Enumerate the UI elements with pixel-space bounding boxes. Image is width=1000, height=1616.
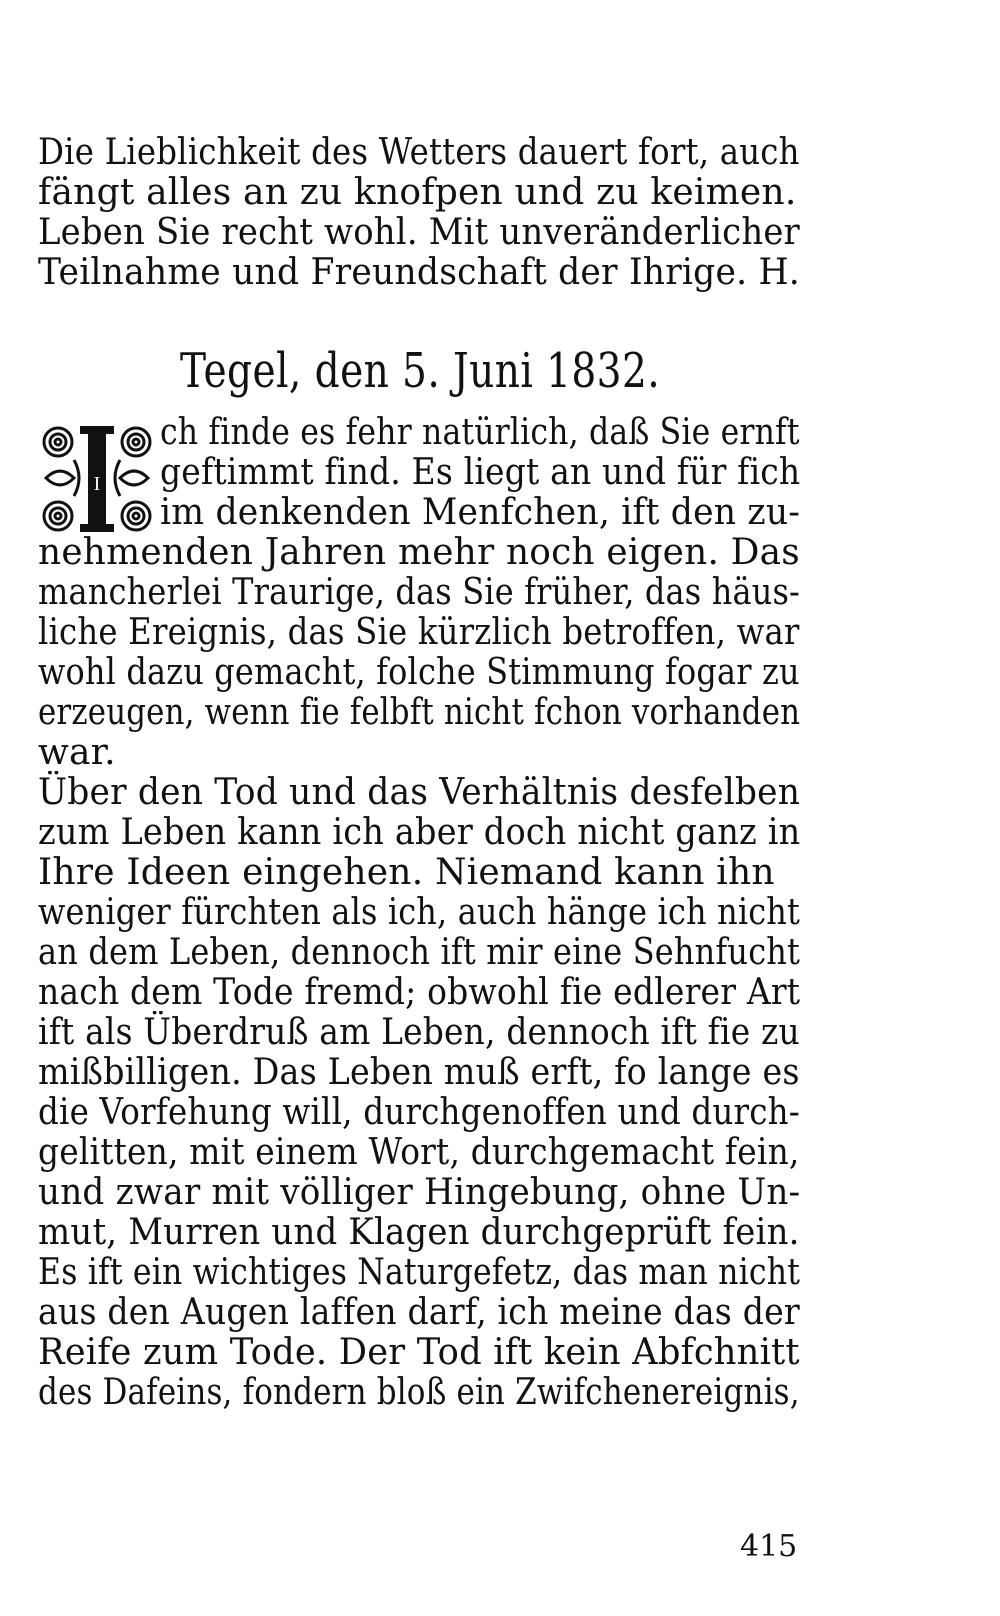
text-line: mut, Murren und Klagen durchgeprüft fein. (38, 1212, 800, 1253)
text-line: erzeugen, wenn fie felbft nicht fchon vorhanden (38, 692, 801, 733)
text-line: des Dafeins, fondern bloß ein Zwifchenereignis, (38, 1372, 800, 1413)
text-line: nach dem Tode fremd; obwohl fie edlerer Art (38, 972, 801, 1013)
text-line: liche Ereignis, das Sie kürzlich betroffen, war (38, 612, 800, 653)
text-line: und zwar mit völliger Hingebung, ohne Un- (38, 1172, 801, 1213)
text-line: ch finde es fehr natürlich, daß Sie ernft (160, 412, 800, 453)
ornament-icon (38, 420, 156, 538)
text-line: Teilnahme und Freundschaft der Ihrige. H. (38, 252, 800, 293)
text-line: ift als Überdruß am Leben, dennoch ift fie zu (38, 1012, 800, 1053)
page-number: 415 (740, 1529, 798, 1564)
text-line: mancherlei Traurige, das Sie früher, das häus- (38, 572, 801, 613)
text-line: war. (38, 732, 116, 773)
text-line: Es ift ein wichtiges Naturgefetz, das man nicht (38, 1252, 801, 1293)
text-line: Ihre Ideen eingehen. Niemand kann ihn (38, 852, 775, 893)
text-line: mißbilligen. Das Leben muß erft, fo lange es (38, 1052, 800, 1093)
text-line: die Vorfehung will, durchgenoffen und durch- (38, 1092, 800, 1133)
text-line: geftimmt find. Es liegt an und für fich (160, 452, 801, 493)
text-line: weniger fürchten als ich, auch hänge ich nicht (38, 892, 801, 933)
text-line: wohl dazu gemacht, folche Stimmung fogar zu (38, 652, 800, 693)
text-line: fängt alles an zu knofpen und zu keimen. (38, 172, 797, 213)
letter-heading: Tegel, den 5. Juni 1832. (180, 343, 661, 399)
text-line: Reife zum Tode. Der Tod ift kein Abfchnitt (38, 1332, 800, 1373)
text-line: Leben Sie recht wohl. Mit unveränderlicher (38, 212, 800, 253)
text-line: zum Leben kann ich aber doch nicht ganz in (38, 812, 801, 853)
drop-cap-initial (38, 420, 156, 538)
text-line: nehmenden Jahren mehr noch eigen. Das (38, 532, 800, 573)
text-line: an dem Leben, dennoch ift mir eine Sehnfucht (38, 932, 801, 973)
drop-cap-letter: I (93, 473, 101, 495)
text-line: Über den Tod und das Verhältnis desfelben (38, 772, 801, 813)
text-line: im denkenden Menfchen, ift den zu- (160, 492, 801, 533)
text-line: gelitten, mit einem Wort, durchgemacht fein, (38, 1132, 800, 1173)
text-line: Die Lieblichkeit des Wetters dauert fort, auch (38, 132, 800, 173)
text-line: aus den Augen laffen darf, ich meine das der (38, 1292, 800, 1333)
